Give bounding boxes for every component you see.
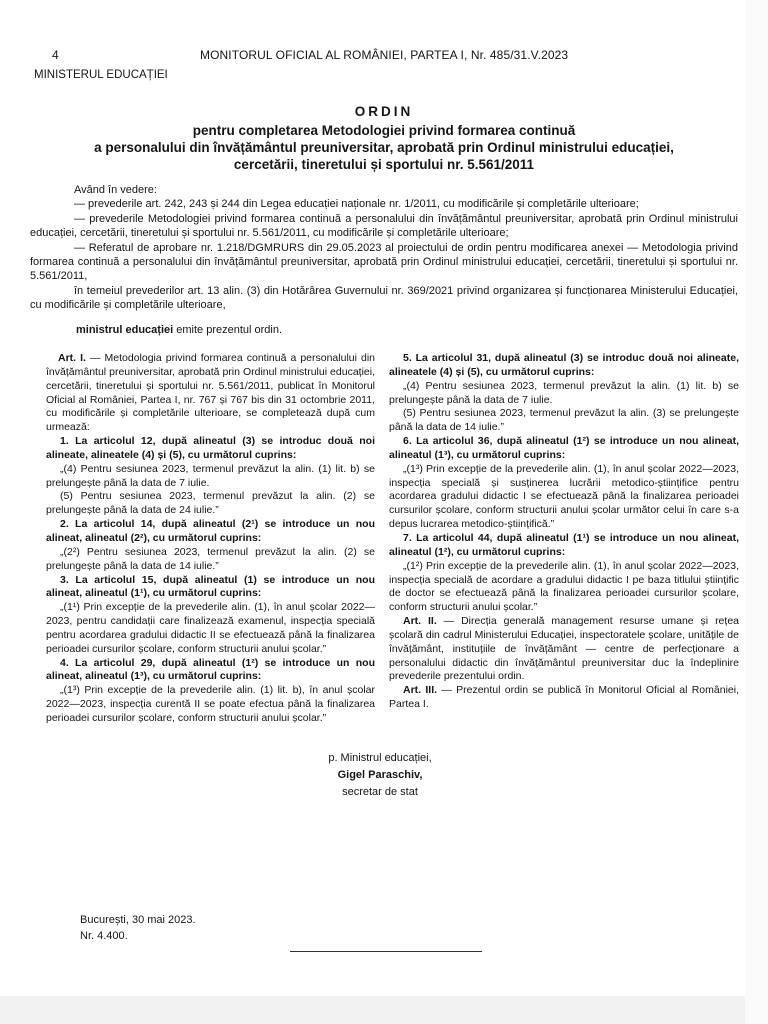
amendment-text: „(1³) Prin excepție de la prevederile alin. (1) lit. b), în anul școlar 2022—2023, inspecția curentă II se poate efectua până la finalizarea perioadei cursurilor școlare, conform structurii anului școlar.” <box>46 684 375 724</box>
preamble-item: — Referatul de aprobare nr. 1.218/DGMRURS din 29.05.2023 al proiectului de ordin pentru modificarea anexei — Metodologia privind formarea continuă a personalului din învățământul preuniversitar, aprobată prin Ordinul ministrului educației, cercetării, tineretului și sportului nr. 5.561/2011, <box>30 241 738 283</box>
amendment-text: (5) Pentru sesiunea 2023, termenul prevăzut la alin. (2) se prelungește până la data de 24 iulie.” <box>46 490 375 517</box>
enacting-clause <box>76 324 282 336</box>
amendment-heading: 5. La articolul 31, după alineatul (3) se introduc două noi alineate, alineatele (4) și (5), cu următorul cuprins: <box>389 352 739 378</box>
amendment-text: „(4) Pentru sesiunea 2023, termenul prevăzut la alin. (1) lit. b) se prelungește până la data de 7 iulie. <box>389 379 739 406</box>
title-line-1: pentru completarea Metodologiei privind formarea continuă <box>192 123 576 138</box>
amendment-heading: 2. La articolul 14, după alineatul (2¹) se introduce un nou alineat, alineatul (2²), cu următorul cuprins: <box>46 518 375 544</box>
amendment-text: „(1²) Prin excepție de la prevederile alin. (1), în anul școlar 2022—2023, inspecția specială de acordare a gradului didactic I pe baza titlului științific de doctor se efectuează până la finalizarea perioadei cursurilor școlare, conform structurii anului școlar.” <box>389 559 739 614</box>
article-3: Art. III. — Prezentul ordin se publică în Monitorul Oficial al României, Partea I. <box>389 684 739 711</box>
amendment-text: „(1¹) Prin excepție de la prevederile alin. (1), în anul școlar 2022—2023, pentru candidații care finalizează examenul, inspecția specială pentru acordarea gradului didactic II se efectuează până la finalizarea perioadei cursurilor școlare, conform structurii anului școlar.” <box>46 601 375 655</box>
signature-block <box>300 750 460 801</box>
article-2: Art. II. — Direcția generală management resurse umane și rețea școlară din cadrul Ministerului Educației, inspectoratele școlare, unitățile de învățământ, instituțiile de învățământ — centre de perfecționare a personalului didactic din învățământul preuniversitar duc la îndeplinire prevederile prezentului ordin. <box>389 615 739 683</box>
issue-details <box>80 912 196 944</box>
title-line-3: cercetării, tineretului și sportului nr. 5.561/2011 <box>233 157 535 172</box>
amendment-heading: 1. La articolul 12, după alineatul (3) se introduc două noi alineate, alineatele (4) și (5), cu următorul cuprins: <box>46 435 375 461</box>
article-label: Art. II. <box>403 615 437 628</box>
enacting-text: emite prezentul ordin. <box>173 324 283 336</box>
amendment-text: (5) Pentru sesiunea 2023, termenul prevăzut la alin. (3) se prelungește până la data de 14 iulie.” <box>389 407 739 434</box>
amendment-text: „(2²) Pentru sesiunea 2023, termenul prevăzut la alin. (2) se prelungește până la data de 14 iulie.” <box>46 545 375 572</box>
signatory-name: Gigel Paraschiv, <box>337 769 423 781</box>
left-column <box>46 352 375 726</box>
page-number: 4 <box>52 48 59 62</box>
document-type-title: ORDIN <box>354 104 414 119</box>
article-label: Art. III. <box>403 684 438 697</box>
signatory-role: secretar de stat <box>342 786 418 798</box>
signature-capacity: p. Ministrul educației, <box>328 752 432 764</box>
preamble-item: — prevederile art. 242, 243 și 244 din Legea educației naționale nr. 1/2011, cu modificările și completările ulterioare; <box>74 198 639 211</box>
title-line-2: a personalului din învățământul preuniversitar, aprobată prin Ordinul ministrului educației, <box>94 140 674 155</box>
running-header: MONITORUL OFICIAL AL ROMÂNIEI, PARTEA I, Nr. 485/31.V.2023 <box>200 48 569 62</box>
preamble-legal-basis: în temeiul prevederilor art. 13 alin. (3) din Hotărârea Guvernului nr. 369/2021 privind organizarea și funcționarea Ministerului Educației, cu modificările și completările ulterioare, <box>30 284 738 312</box>
preamble-item: — prevederile Metodologiei privind formarea continuă a personalului din învățământul preuniversitar, aprobată prin Ordinul ministrului educației, cercetării, tineretului și sportului nr. 5.561/2011, cu modificările și completările ulterioare; <box>30 212 738 240</box>
place-and-date: București, 30 mai 2023. <box>80 914 196 926</box>
amendment-text: „(4) Pentru sesiunea 2023, termenul prevăzut la alin. (1) lit. b) se prelungește până la data de 7 iulie. <box>46 462 375 489</box>
amendment-heading: 3. La articolul 15, după alineatul (1) se introduce un nou alineat, alineatul (1¹), cu următorul cuprins: <box>46 573 375 600</box>
issuing-ministry: MINISTERUL EDUCAȚIEI <box>34 69 168 81</box>
amendment-heading: 7. La articolul 44, după alineatul (1¹) se introduce un nou alineat, alineatul (1²), cu următorul cuprins: <box>389 531 739 558</box>
page-right-edge <box>745 0 768 1024</box>
document-subject-title <box>30 122 738 173</box>
enacting-authority: ministrul educației <box>76 324 174 336</box>
page-bottom-band <box>0 996 768 1024</box>
footer-rule <box>290 951 482 952</box>
preamble-intro: Având în vedere: <box>74 184 157 196</box>
article-1: Art. I. — Metodologia privind formarea continuă a personalului din învățământul preuniversitar, aprobată prin Ordinul ministrului educației, cercetării, tineretului și sportului nr. 5.561/2011, publicat în Monitorul Oficial al României, Partea I, nr. 767 și 767 bis din 31 octombrie 2011, cu modificările și completările ulterioare, se completează după cum urmează: <box>46 352 375 434</box>
preamble <box>30 183 738 313</box>
right-column <box>389 352 739 712</box>
amendment-heading: 4. La articolul 29, după alineatul (1²) se introduce un nou alineat, alineatul (1³), cu următorul cuprins: <box>46 656 375 683</box>
amendment-text: „(1³) Prin excepție de la prevederile alin. (1), în anul școlar 2022—2023, inspecția specială și susținerea lucrării metodico-științifice pentru acordarea gradului didactic I se efectuează până la finalizarea perioadei cursurilor școlare, conform structurii anului școlar următor celui în care s-a depus lucrarea metodico-științifică.” <box>389 462 739 531</box>
article-label: Art. I. <box>58 352 86 364</box>
amendment-heading: 6. La articolul 36, după alineatul (1²) se introduce un nou alineat, alineatul (1³), cu următorul cuprins: <box>389 435 739 461</box>
order-number: Nr. 4.400. <box>80 930 128 942</box>
